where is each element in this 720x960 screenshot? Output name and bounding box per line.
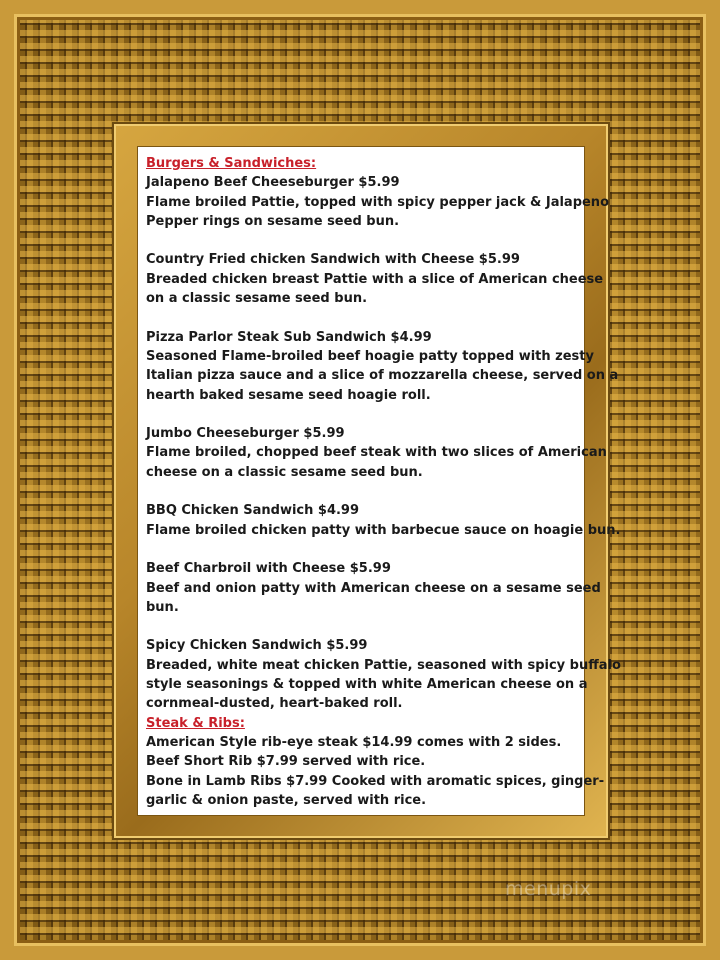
item-name: Pizza Parlor Steak Sub Sandwich $4.99 bbox=[146, 329, 432, 345]
menu-item-bbq-chicken-sandwich bbox=[146, 501, 621, 540]
item-description: style seasonings & topped with white American cheese on a bbox=[146, 677, 588, 693]
item-description: Breaded, white meat chicken Pattie, seasoned with spicy buffalo bbox=[146, 657, 621, 673]
item-description: Italian pizza sauce and a slice of mozzarella cheese, served on a bbox=[146, 368, 619, 384]
menu-item-jumbo-cheeseburger bbox=[146, 424, 607, 482]
section-title-burgers: Burgers & Sandwiches: bbox=[146, 156, 317, 171]
item-name: Spicy Chicken Sandwich $5.99 bbox=[146, 638, 368, 654]
item-name: BBQ Chicken Sandwich $4.99 bbox=[146, 503, 360, 519]
item-description: hearth baked sesame seed hoagie roll. bbox=[146, 387, 431, 403]
item-description: cornmeal-dusted, heart-baked roll. bbox=[146, 696, 403, 712]
menu-item-beef-short-rib: Beef Short Rib $7.99 served with rice. bbox=[146, 754, 426, 770]
menu-item-beef-charbroil bbox=[146, 559, 601, 617]
menu-item-spicy-chicken-sandwich bbox=[146, 636, 621, 713]
item-name: Country Fried chicken Sandwich with Cheese $5.99 bbox=[146, 252, 520, 268]
item-description: bun. bbox=[146, 599, 179, 615]
item-description: Seasoned Flame-broiled beef hoagie patty topped with zesty bbox=[146, 348, 594, 364]
item-description: Pepper rings on sesame seed bun. bbox=[146, 213, 400, 229]
menu-item-ribeye: American Style rib-eye steak $14.99 comes with 2 sides. bbox=[146, 734, 562, 750]
item-description: Flame broiled chicken patty with barbecue sauce on hoagie bun. bbox=[146, 522, 621, 538]
menu-item-lamb-ribs: Bone in Lamb Ribs $7.99 Cooked with aromatic spices, ginger- bbox=[146, 773, 605, 789]
menu-item-jalapeno-cheeseburger bbox=[146, 173, 609, 231]
item-name: Jalapeno Beef Cheeseburger $5.99 bbox=[146, 175, 400, 191]
item-description: Breaded chicken breast Pattie with a slice of American cheese bbox=[146, 271, 604, 287]
item-description: cheese on a classic sesame seed bun. bbox=[146, 464, 423, 480]
item-description: Beef and onion patty with American cheese on a sesame seed bbox=[146, 580, 601, 596]
item-name: Beef Charbroil with Cheese $5.99 bbox=[146, 561, 391, 577]
menu-card bbox=[138, 147, 621, 815]
watermark-logo: menupix bbox=[505, 878, 592, 900]
section-title-steak-ribs: Steak & Ribs: bbox=[146, 715, 245, 731]
item-description: Flame broiled Pattie, topped with spicy pepper jack & Jalapeno bbox=[146, 194, 609, 210]
menu-item-country-fried-chicken bbox=[146, 250, 604, 308]
item-description: on a classic sesame seed bun. bbox=[146, 291, 368, 307]
item-name: Jumbo Cheeseburger $5.99 bbox=[146, 426, 345, 442]
item-description: garlic & onion paste, served with rice. bbox=[146, 792, 427, 808]
menu-items-steak-ribs bbox=[146, 733, 605, 810]
item-description: Flame broiled, chopped beef steak with two slices of American bbox=[146, 445, 607, 461]
menu-item-pizza-parlor-steak-sub bbox=[146, 328, 619, 405]
